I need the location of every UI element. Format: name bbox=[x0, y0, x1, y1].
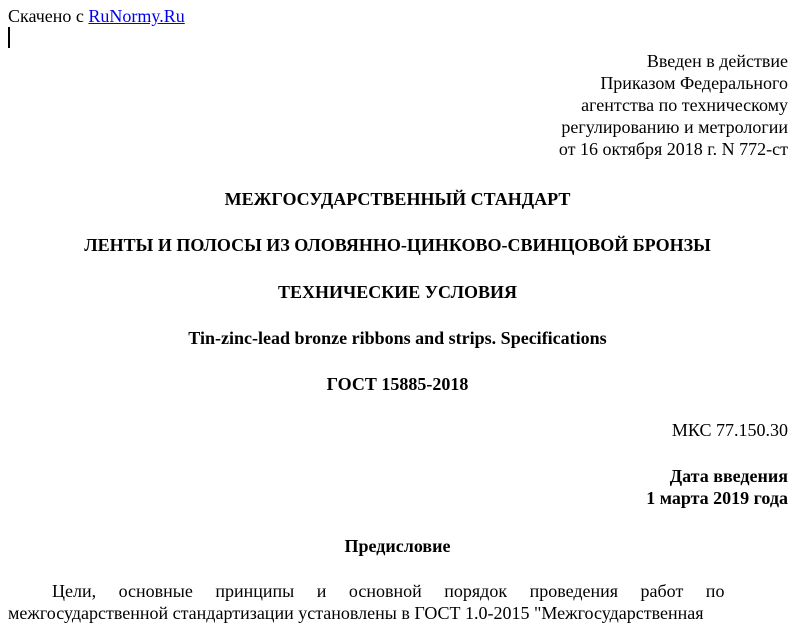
english-title: Tin-zinc-lead bronze ribbons and strips. Specifications bbox=[188, 328, 607, 348]
text-cursor bbox=[8, 27, 10, 48]
foreword-paragraph bbox=[8, 580, 788, 624]
approval-line: Приказом Федерального bbox=[600, 73, 788, 93]
foreword-line-1: Цели, основные принципы и основной порядок проведения работ по bbox=[52, 581, 725, 601]
standard-subtitle-heading: ТЕХНИЧЕСКИЕ УСЛОВИЯ bbox=[278, 282, 517, 302]
standard-name-heading: ЛЕНТЫ И ПОЛОСЫ ИЗ ОЛОВЯННО-ЦИНКОВО-СВИНЦОВОЙ БРОНЗЫ bbox=[84, 235, 711, 255]
foreword-line-2: межгосударственной стандартизации установлены в ГОСТ 1.0-2015 "Межгосударственная bbox=[8, 603, 704, 623]
downloaded-from-line bbox=[8, 5, 185, 27]
foreword-heading: Предисловие bbox=[344, 536, 451, 556]
approval-line: регулированию и метрологии bbox=[561, 117, 788, 137]
approval-block bbox=[559, 50, 788, 160]
intro-date-value: 1 марта 2019 года bbox=[646, 488, 788, 508]
approval-line: от 16 октября 2018 г. N 772-ст bbox=[558, 139, 788, 159]
intro-date-label: Дата введения bbox=[669, 466, 788, 486]
gost-code: ГОСТ 15885-2018 bbox=[326, 374, 469, 394]
standard-kind-heading: МЕЖГОСУДАРСТВЕННЫЙ СТАНДАРТ bbox=[224, 189, 571, 209]
approval-line: агентства по техническому bbox=[581, 95, 788, 115]
mks-code: МКС 77.150.30 bbox=[671, 420, 788, 440]
runormy-link[interactable]: RuNormy.Ru bbox=[88, 6, 185, 26]
approval-line: Введен в действие bbox=[646, 51, 788, 71]
downloaded-prefix: Скачено с bbox=[8, 6, 89, 26]
